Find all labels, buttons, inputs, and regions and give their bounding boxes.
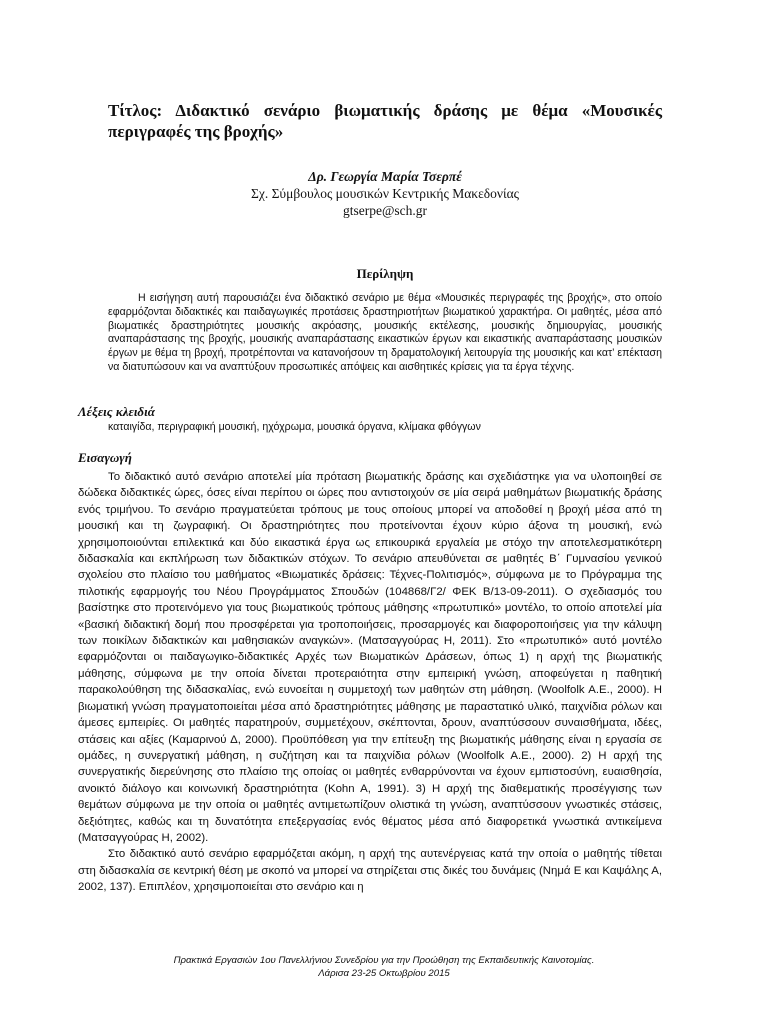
author-name: Δρ. Γεωργία Μαρία Τσερπέ	[308, 169, 462, 184]
page-footer	[78, 954, 690, 980]
keywords-text: καταιγίδα, περιγραφική μουσική, ηχόχρωμα, μουσικά όργανα, κλίμακα φθόγγων	[108, 421, 481, 433]
introduction-paragraph: Το διδακτικό αυτό σενάριο αποτελεί μία πρόταση βιωματικής δράσης και σχεδιάστηκε για να υλοποιηθεί σε δώδεκα διδακτικές ώρες, όσες είναι περίπου οι ώρες που αντιστοιχούν σε μία σειρά μαθημάτων βιωματικής δράσης ενός τριμήνου. Το σενάριο πραγματεύεται τρόπους με τους οποίους μπορεί να αποδοθεί η βροχή μέσα από τη μουσική και τη ζωγραφική. Οι δραστηριότητες που προτείνονται έχουν κύριο άξονα τη μουσική, ενώ χρησιμοποιούνται επιλεκτικά και δύο εικαστικά έργα ως επικουρικά εργαλεία με στόχο την αποτελεσματικότερη διδασκαλία και εκπλήρωση των διδακτικών στόχων. Το σενάριο απευθύνεται σε μαθητές Β΄ Γυμνασίου γενικού σχολείου στο πλαίσιο του μαθήματος «Βιωματικές δράσεις: Τέχνες-Πολιτισμός», σύμφωνα με το Πρόγραμμα της πιλοτικής εφαρμογής του Νέου Προγράμματος Σπουδών (104868/Γ2/ ΦΕΚ Β/13-09-2011). Ο σχεδιασμός του βασίστηκε στο προτεινόμενο για τους βιωματικούς τρόπους μάθησης «πρωτυπικό» μοντέλο, το οποίο αποτελεί μία «βασική διδακτική δομή που προσφέρεται για τροποποιήσεις, προσαρμογές και διαφοροποιήσεις για την κάλυψη των ποικίλων διδακτικών και μαθησιακών αναγκών». (Ματσαγγούρας Η, 2011). Στο «πρωτυπικό» αυτό μοντέλο εφαρμόζονται οι παιδαγωγικο-διδακτικές Αρχές των Βιωματικών Δράσεων, όπως 1) η αρχή της βιωματικής μάθησης, σύμφωνα με την οποία δίνεται προτεραιότητα στην εμπειρική γνώση, αποφεύγεται η παθητική παρακολούθηση της διδασκαλίας, ενώ ευνοείται η συμμετοχή των μαθητών στη μάθηση. (Woolfolk A.E., 2000). Η βιωματική γνώση πραγματοποιείται μέσα από δραστηριότητες μάθησης με παραστατικό υλικό, παιχνίδια ρόλων και άμεσες εμπειρίες. Οι μαθητές παρατηρούν, συμμετέχουν, σκέπτονται, δρουν, αναπτύσσουν συναισθήματα, ιδέες, στάσεις και αξίες (Καμαρινού Δ, 2000). Προϋπόθεση για την επίτευξη της βιωματικής μάθησης είναι η εργασία σε ομάδες, η συνεργατική μάθηση, η συζήτηση και τα παιχνίδια ρόλων (Woolfolk A.E., 2000). 2) Η αρχή της συνεργατικής διερεύνησης στο πλαίσιο της οποίας οι μαθητές ενθαρρύνονται να έχουν εμπιστοσύνη, ευαισθησία, ανοικτό διάλογο και κοινωνική δραστηριότητα (Kohn A, 1991). 3) Η αρχή της διαθεματικής προσέγγισης των θεμάτων σύμφωνα με την οποία οι μαθητές αντιμετωπίζουν ολιστικά τη γνώση, αναπτύσσουν γνωστικές στάσεις, δεξιότητες, καθώς και τη δυνατότητα επεξεργασίας ενός θέματος μέσα από διαφορετικά γνωστικά αντικείμενα (Ματσαγγούρας Η, 2002).	[78, 471, 662, 844]
introduction-heading: Εισαγωγή	[78, 450, 132, 465]
footer-proceedings: Πρακτικά Εργασιών 1ου Πανελλήνιου Συνεδρίου για την Προώθηση της Εκπαιδευτικής Καινοτομίας.	[173, 955, 595, 966]
abstract-text: Η εισήγηση αυτή παρουσιάζει ένα διδακτικό σενάριο με θέμα «Μουσικές περιγραφές της βροχής», στο οποίο εφαρμόζονται διδακτικές και παιδαγωγικές προτάσεις δραστηριοτήτων βιωματικού χαρακτήρα. Οι μαθητές, μέσα από βιωματικές δραστηριότητες μουσικής ακρόασης, μουσικής εκτέλεσης, μουσικής δημιουργίας, μουσικής αναπαράστασης της βροχής, μουσικής αναπαράστασης εικαστικών έργων και εικαστικής αναπαράστασης μουσικών έργων με θέμα τη βροχή, προτρέπονται να κατανοήσουν τη δραματολογική λειτουργία της μουσικής και κατ’ επέκταση να διατυπώσουν και να αναπτύξουν προσωπικές απόψεις και αισθητικές κρίσεις για τα έργα τέχνης.	[108, 292, 662, 373]
author-role: Σχ. Σύμβουλος μουσικών Κεντρικής Μακεδονίας	[250, 186, 520, 201]
introduction-paragraph: Στο διδακτικό αυτό σενάριο εφαρμόζεται ακόμη, η αρχή της αυτενέργειας κατά την οποία ο μαθητής τίθεται στη διδασκαλία σε κεντρική θέση με σκοπό να μπορεί να στηρίζεται στις δικές του δυνάμεις (Νημά Ε και Καψάλης Α, 2002, 137). Επιπλέον, χρησιμοποιείται στο σενάριο και η	[78, 848, 662, 894]
keywords-heading: Λέξεις κλειδιά	[78, 404, 155, 419]
author-block	[108, 168, 662, 219]
introduction-body	[78, 469, 662, 896]
author-email: gtserpe@sch.gr	[342, 203, 428, 218]
document-title: Τίτλος: Διδακτικό σενάριο βιωματικής δράσης με θέμα «Μουσικές περιγραφές της βροχής»	[108, 101, 662, 141]
footer-location-date: Λάρισα 23-25 Οκτωβρίου 2015	[318, 968, 450, 979]
abstract-heading: Περίληψη	[356, 266, 414, 281]
